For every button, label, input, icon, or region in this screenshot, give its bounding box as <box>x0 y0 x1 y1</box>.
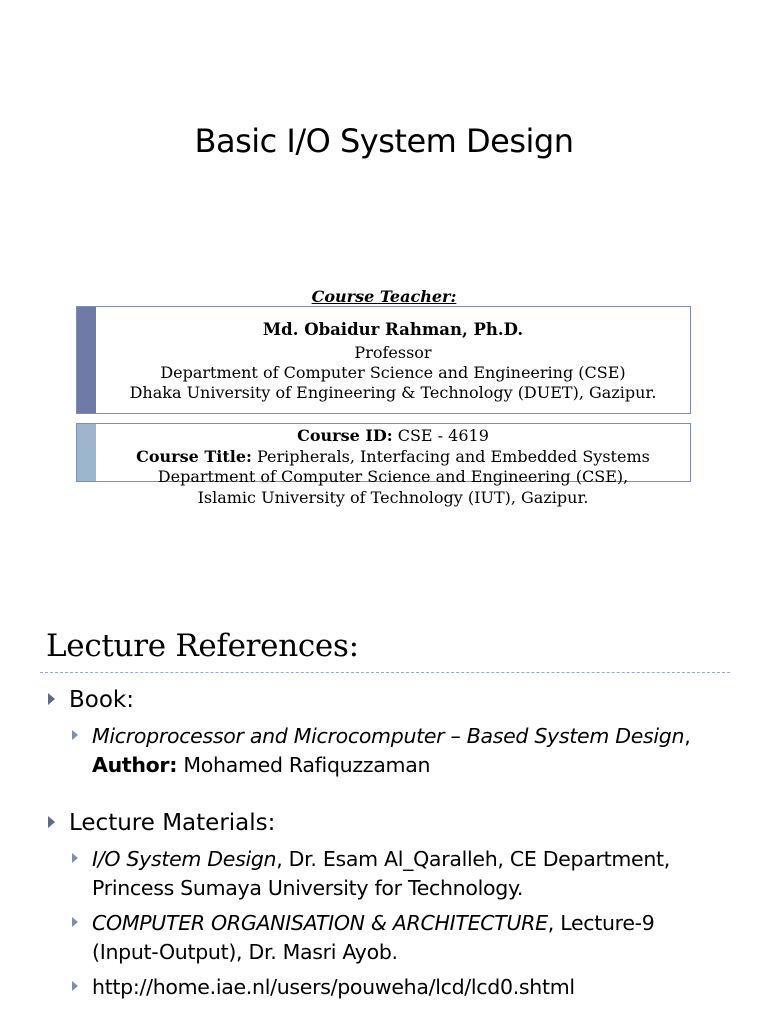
teacher-info-box <box>76 306 691 414</box>
material-2-line-2: (Input-Output), Dr. Masri Ayob. <box>92 940 398 964</box>
material-details: , Lecture-9 <box>547 911 655 935</box>
book-comma: , <box>684 724 691 748</box>
material-url[interactable]: http://home.iae.nl/users/pouweha/lcd/lcd0.shtml <box>92 975 575 999</box>
material-details: , Dr. Esam Al_Qaralleh, CE Department, <box>276 847 670 871</box>
author-name: Mohamed Rafiquzzaman <box>183 753 431 777</box>
course-teacher-heading: Course Teacher: <box>311 287 457 306</box>
course-info-text <box>76 426 691 508</box>
list-item-book-title <box>72 722 690 751</box>
list-item-material-2 <box>72 909 655 938</box>
course-title-line <box>76 447 691 468</box>
list-item-book <box>48 686 134 714</box>
materials-label: Lecture Materials: <box>69 810 276 836</box>
course-id-label: Course ID: <box>297 426 393 445</box>
slide-title: Basic I/O System Design <box>194 122 574 160</box>
references-heading: Lecture References: <box>46 628 359 664</box>
book-author-line <box>72 751 430 780</box>
book-title: Microprocessor and Microcomputer – Based System Design <box>92 724 685 748</box>
teacher-university: Dhaka University of Engineering & Technology (DUET), Gazipur. <box>129 383 657 402</box>
teacher-department: Department of Computer Science and Engineering (CSE) <box>160 363 626 382</box>
bullet-triangle-icon <box>72 981 78 991</box>
course-title-label: Course Title: <box>136 446 252 466</box>
course-title-value: Peripherals, Interfacing and Embedded Systems <box>257 446 650 466</box>
bullet-triangle-icon <box>72 730 78 740</box>
bullet-triangle-icon <box>48 693 55 705</box>
teacher-position: Professor <box>354 343 432 362</box>
author-label: Author: <box>92 753 178 777</box>
bullet-triangle-icon <box>72 917 78 927</box>
teacher-box-accent-bar <box>77 307 96 413</box>
references-divider <box>40 672 730 673</box>
list-item-material-3 <box>72 973 575 1002</box>
book-label: Book: <box>69 687 134 713</box>
bullet-triangle-icon <box>72 853 78 863</box>
course-id-line <box>76 426 691 447</box>
material-title: COMPUTER ORGANISATION & ARCHITECTURE <box>92 911 548 935</box>
list-item-materials <box>48 809 275 837</box>
material-title: I/O System Design <box>92 847 277 871</box>
course-university: Islamic University of Technology (IUT), Gazipur. <box>197 487 589 507</box>
bullet-triangle-icon <box>48 816 55 828</box>
course-department: Department of Computer Science and Engineering (CSE), <box>157 467 629 486</box>
material-1-line-2: Princess Sumaya University for Technology. <box>92 876 524 900</box>
list-item-material-1 <box>72 845 670 874</box>
teacher-name: Md. Obaidur Rahman, Ph.D. <box>262 320 524 339</box>
course-id-value: CSE - 4619 <box>397 426 489 445</box>
